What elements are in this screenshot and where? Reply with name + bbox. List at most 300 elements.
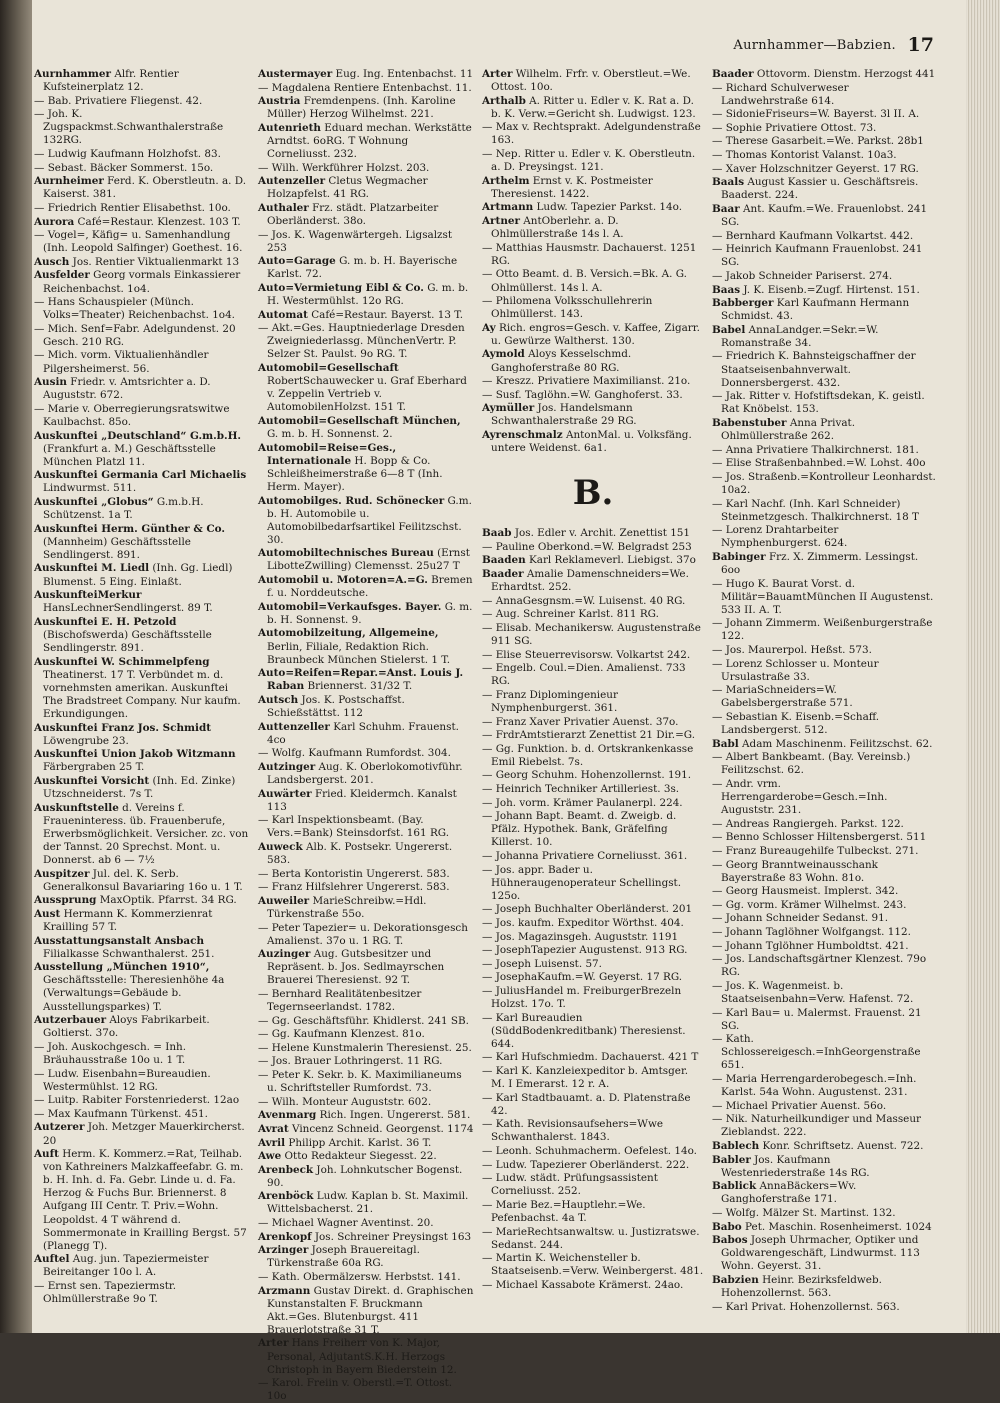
entry-details: d. Vereins f. Fraueninteress. üb. Frauenberufe, Erwerbsmöglichkeit. Versicher. zc. von der Tannst. 20 Sprechst. Mont. u. Donnerst. ab 6 — 7½ [43, 801, 249, 867]
directory-entry [712, 831, 938, 844]
entry-surname: Automobilges. Rud. Schönecker [258, 494, 445, 507]
entry-surname: Auskunftei M. Liedl [34, 562, 150, 575]
directory-entry [258, 229, 474, 255]
directory-entry [712, 617, 938, 643]
directory-entry [712, 457, 938, 470]
entry-details: — Ludwig Kaufmann Holzhofst. 83. [34, 148, 221, 161]
directory-entry [258, 547, 474, 573]
entry-details: H. Bopp & Co. Schleißheimerstraße 6—8 T (Inh. Herm. Mayer). [267, 454, 443, 493]
directory-entry [258, 1123, 474, 1136]
directory-entry [34, 229, 250, 255]
directory-entry [258, 322, 474, 361]
entry-details: — Jos. Maurerpol. Heßst. 573. [712, 644, 872, 657]
directory-entry [34, 68, 250, 94]
entry-details: Theatinerst. 17 T. Verbündet m. d. vornehmsten amerikan. Auskunftei The Bradstreet Company. Nur kaufm. Erkundigungen. [43, 668, 241, 720]
directory-entry [482, 242, 704, 268]
directory-entry [34, 589, 250, 615]
directory-entry [258, 814, 474, 840]
directory-entry [482, 1065, 704, 1091]
directory-entry [258, 1164, 474, 1190]
entry-details: Alfr. Rentier Kufsteinerplatz 12. [43, 68, 179, 94]
entry-details: — Johann Tglöhner Humboldtst. 421. [712, 939, 909, 952]
entry-surname: Babenstuber [712, 416, 787, 429]
entry-surname: Aurora [34, 215, 75, 228]
entry-details: Färbergraben 25 T. [43, 761, 145, 774]
entry-details: Aloys Fabrikarbeit. Goltierst. 37o. [43, 1014, 210, 1040]
entry-details: — JosephTapezier Augustenst. 913 RG. [482, 944, 688, 957]
entry-details: — Heinrich Kaufmann Frauenlobst. 241 SG. [712, 243, 923, 269]
directory-entry [482, 662, 704, 688]
entry-details: — Nik. Naturheilkundiger und Masseur Zieblandst. 222. [712, 1113, 921, 1139]
entry-surname: Auskunftei Herm. Günther & Co. [34, 522, 226, 535]
directory-entry [712, 1180, 938, 1206]
directory-entry [482, 1012, 704, 1051]
section-letter: B. [572, 473, 614, 514]
entry-details: Aug. K. Oberlokomotivführ. Landsbergerst. 201. [267, 760, 463, 786]
directory-entry [482, 348, 704, 374]
entry-details: MarieSchreibw.=Hdl. Türkenstraße 55o. [267, 894, 427, 920]
directory-entry [712, 108, 938, 121]
entry-details: (Frankfurt a. M.) Geschäftsstelle München Platzl 11. [43, 442, 216, 468]
entry-details: (Inh. Gg. Liedl) Blumenst. 5 Eing. Einlaßt. [43, 562, 233, 588]
entry-surname: Aurnheimer [34, 175, 104, 188]
directory-entry [712, 1234, 938, 1273]
directory-entry [482, 568, 704, 594]
entry-surname: Arenböck [258, 1190, 314, 1203]
entry-surname: Ausstellung „München 1910“, [34, 961, 210, 974]
directory-entry [712, 68, 938, 81]
entry-details: (Bischofswerda) Geschäftsstelle Sendlingerstr. 891. [43, 628, 212, 655]
entry-surname: Ausin [34, 376, 67, 389]
directory-entry [258, 1244, 474, 1270]
entry-surname: Awe [258, 1150, 282, 1163]
entry-details: Otto Redakteur Siegesst. 22. [284, 1150, 437, 1163]
entry-details: Alb. K. Postsekr. Ungererst. 583. [267, 840, 453, 867]
entry-surname: Auttenzeller [258, 720, 330, 733]
entry-details: — Gg. Kaufmann Klenzest. 81o. [258, 1028, 425, 1041]
entry-details: — Franz Diplomingenieur Nymphenburgerst. 361. [482, 688, 618, 714]
directory-entry [34, 562, 250, 588]
entry-details: Café=Restaur. Klenzest. 103 T. [77, 215, 241, 228]
entry-details: Eduard mechan. Werkstätte Arndtst. 6oRG. T Wohnung Corneliusst. 232. [267, 121, 472, 161]
directory-entry [482, 375, 704, 388]
entry-details: — Sebast. Bäcker Sommerst. 15o. [34, 161, 214, 174]
directory-entry [482, 215, 704, 241]
entry-details: Herm. K. Kommerz.=Rat, Teilhab. von Kathreiners Malzkaffeefabr. G. m. b. H. Inh. d. Fa. Gebr. Linde u. d. Fa. Herzog & Fuchs Bur. Briennerst. 8 Aufgang III Centr. T. Priv.=Wohn. Leopoldst. 4 T während d. Sommermonate in Krailling Bergst. 57 (Planegg T). [43, 1148, 247, 1252]
entry-surname: Auto=Reifen=Repar.=Anst. Louis J. Raban [258, 667, 464, 693]
entry-details: G. m. b. H. Sonnenst. 2. [267, 428, 393, 441]
entry-surname: Baals [712, 176, 745, 189]
entry-details: (Mannheim) Geschäftsstelle Sendlingerst. 891. [43, 535, 191, 561]
entry-details: — Anna Privatiere Thalkirchnerst. 181. [712, 443, 919, 456]
entry-details: Briennerst. 31/32 T. [307, 680, 413, 693]
running-head: Aurnhammer—Babzien. [733, 38, 896, 53]
entry-details: Konr. Schriftsetz. Auenst. 722. [762, 1140, 924, 1152]
entry-surname: Arthalb [482, 94, 526, 107]
entry-details: G. m. b. H. Westermühlst. 12o RG. [267, 282, 469, 308]
entry-details: Hans Freiherr von K. Major, Personal, AdjutantS.K.H. Herzogs Christoph in Bayern Biederstein 12. [267, 1337, 457, 1376]
entry-details: Jul. del. K. Serb. Generalkonsul Bavariaring 16o u. 1 T. [43, 867, 243, 893]
directory-entry [258, 282, 474, 308]
entry-details: (Ernst LibotteZwilling) Clemensst. 25u27 T [267, 547, 470, 573]
entry-details: — Karl Nachf. (Inh. Karl Schneider) Steinmetzgesch. Thalkirchnerst. 18 T [712, 497, 919, 523]
entry-surname: AuskunfteiMerkur [34, 589, 142, 602]
entry-surname: Babo [712, 1220, 742, 1233]
entry-details: — Susf. Taglöhn.=W. Ganghoferst. 33. [482, 388, 683, 401]
directory-entry [712, 417, 938, 443]
entry-details: Heinr. Bezirksfeldweb. Hohenzollernst. 563. [721, 1273, 882, 1300]
entry-details: — Bab. Privatiere Fliegenst. 42. [34, 94, 203, 107]
entry-details: — Vogel=, Käfig= u. Samenhandlung (Inh. Leopold Salfinger) Goethest. 16. [34, 229, 243, 255]
entry-details: — Helene Kunstmalerin Theresienst. 25. [258, 1041, 472, 1054]
entry-details: — Max Kaufmann Türkenst. 451. [34, 1107, 208, 1120]
directory-entry [258, 881, 474, 894]
entry-details: Ludw. Tapezier Parkst. 14o. [536, 201, 683, 214]
entry-surname: Auweiler [258, 894, 310, 907]
entry-details: — Georg Hausmeist. Implerst. 342. [712, 885, 899, 898]
directory-entry [258, 1190, 474, 1216]
directory-entry [258, 309, 474, 322]
entry-details: Cletus Wegmacher Holzapfelst. 41 RG. [267, 175, 428, 201]
directory-entry [34, 296, 250, 322]
entry-details: — Karl Privat. Hohenzollernst. 563. [712, 1300, 900, 1313]
directory-entry [258, 1150, 474, 1163]
entry-details: — Jos. Magazinsgeh. Auguststr. 1191 [482, 930, 679, 943]
directory-entry [34, 202, 250, 215]
page-number: 17 [907, 34, 934, 56]
directory-entry [258, 175, 474, 201]
entry-details: Joseph Uhrmacher, Optiker und Goldwarengeschäft, Lindwurmst. 113 Wohn. Geyerst. 31. [721, 1234, 920, 1273]
directory-entry [258, 162, 474, 175]
directory-entry [712, 149, 938, 162]
directory-entry [712, 1274, 938, 1300]
directory-entry [34, 802, 250, 867]
entry-surname: Auspitzer [34, 867, 90, 880]
directory-entry [258, 922, 474, 948]
directory-entry [34, 616, 250, 655]
directory-entry [482, 95, 704, 121]
entry-details: Frz. X. Zimmerm. Lessingst. 6oo [721, 550, 919, 576]
entry-details: Karl Reklameverl. Liebigst. 37o [529, 554, 696, 567]
entry-details: — Johann Schneider Sedanst. 91. [712, 912, 888, 925]
entry-surname: Auskunftei Vorsicht [34, 774, 150, 787]
entry-details: — Leonh. Schuhmacherm. Oefelest. 14o. [482, 1145, 697, 1158]
entry-details: Jos. Kaufmann Westenriederstraße 14s RG. [721, 1153, 870, 1179]
directory-entry [712, 738, 938, 751]
entry-surname: Auskunftei Franz Jos. Schmidt [34, 721, 212, 734]
entry-details: — Benno Schlosser Hiltensbergerst. 511 [712, 831, 927, 844]
directory-entry [258, 694, 474, 720]
entry-details: — Johanna Privatiere Corneliusst. 361. [482, 849, 688, 862]
entry-details: Geschäftsstelle: Theresienhöhe 4a (Verwaltungs=Gebäude b. Ausstellungsparkes) T. [43, 974, 225, 1013]
directory-entry [712, 1073, 938, 1099]
directory-entry [258, 721, 474, 747]
entry-surname: Automat [258, 308, 308, 321]
entry-details: — Otto Beamt. d. B. Versich.=Bk. A. G. Ohlmüllerst. 14s l. A. [482, 268, 687, 294]
directory-entry [482, 1199, 704, 1225]
entry-surname: Aussprung [34, 894, 97, 907]
directory-entry [258, 988, 474, 1014]
directory-entry [482, 1279, 704, 1292]
entry-details: Friedr. v. Amtsrichter a. D. Auguststr. 672. [43, 376, 211, 402]
directory-entry [34, 868, 250, 894]
directory-entry [34, 1280, 250, 1306]
entry-details: — Georg Branntweinausschank Bayerstraße 83 Wohn. 81o. [712, 858, 878, 884]
entry-details: — Bernhard Realitätenbesitzer Tegernseerlandst. 1782. [258, 987, 422, 1014]
entry-details: — Albert Bankbeamt. (Bay. Vereinsb.) Feilitzschst. 62. [712, 751, 911, 777]
entry-details: — Andr. vrm. Herrengarderobe=Gesch.=Inh. Auguststr. 231. [712, 777, 888, 817]
directory-entry [712, 122, 938, 135]
directory-entry [712, 471, 938, 497]
entry-details: — Sebastian K. Eisenb.=Schaff. Landsbergerst. 512. [712, 711, 880, 737]
entry-details: — Johann Taglöhner Wolfgangst. 112. [712, 926, 911, 938]
entry-details: — Joseph Buchhalter Oberländerst. 201 [482, 903, 693, 916]
entry-surname: Babinger [712, 550, 766, 563]
entry-details: — Nep. Ritter u. Edler v. K. Oberstleutn. a. D. Preysingst. 121. [482, 148, 696, 174]
entry-details: Joseph Brauereitagl. Türkenstraße 60a RG. [267, 1244, 420, 1270]
entry-details: — Karl Inspektionsbeamt. (Bay. Vers.=Bank) Steinsdorfst. 161 RG. [258, 814, 449, 840]
directory-entry [482, 729, 704, 742]
entry-details: — SidonieFriseurs=W. Bayerst. 3l II. A. [712, 108, 920, 121]
entry-details: Filialkasse Schwanthalerst. 251. [43, 947, 215, 960]
directory-entry [482, 68, 704, 94]
entry-details: Gustav Direkt. d. Graphischen Kunstanstalten F. Bruckmann Akt.=Ges. Blutenburgst. 411 Brauerlotstraße 31 T. [267, 1284, 474, 1336]
page-block-edge [966, 0, 1000, 1333]
directory-entry [482, 743, 704, 769]
entry-details: — Lorenz Schlosser u. Monteur Ursulastraße 33. [712, 657, 879, 683]
directory-entry [712, 658, 938, 684]
directory-entry [712, 1221, 938, 1234]
entry-surname: Ausfelder [34, 269, 90, 282]
directory-entry [258, 761, 474, 787]
entry-details: — Elise Steuerrevisorsw. Volkartst 242. [482, 648, 691, 661]
entry-surname: Baar [712, 202, 740, 215]
entry-surname: Auskunftstelle [34, 801, 119, 814]
directory-entry [712, 176, 938, 202]
entry-details: — Thomas Kontorist Valanst. 10a3. [712, 149, 897, 162]
directory-entry [34, 1041, 250, 1067]
entry-details: HansLechnerSendlingerst. 89 T. [43, 602, 213, 615]
directory-entry [712, 751, 938, 777]
directory-entry [258, 1042, 474, 1055]
directory-entry [34, 961, 250, 1013]
entry-surname: Autsch [258, 693, 299, 706]
directory-entry [258, 841, 474, 867]
directory-entry [482, 1252, 704, 1278]
entry-surname: Babberger [712, 297, 774, 310]
directory-entry [712, 444, 938, 457]
entry-details: — Sophie Privatiere Ottost. 73. [712, 121, 877, 134]
entry-details: G.m. b. H. Automobile u. Automobilbedarfsartikel Feilitzschst. 30. [267, 494, 472, 546]
directory-entry [482, 1118, 704, 1144]
entry-details: Bremen f. u. Norddeutsche. [267, 574, 473, 600]
entry-details: Georg vormals Einkassierer Reichenbachst. 1o4. [43, 269, 241, 295]
page-header [32, 34, 968, 60]
entry-surname: Bablech [712, 1140, 760, 1152]
entry-surname: Auskunftei Germania Carl Michaelis [34, 469, 247, 482]
directory-entry [712, 297, 938, 323]
entry-details: AntOberlehr. a. D. Ohlmüllerstraße 14s l. A. [491, 215, 624, 241]
entry-details: Ant. Kaufm.=We. Frauenlobst. 241 SG. [721, 202, 928, 229]
entry-details: AnnaLandger.=Sekr.=W. Romanstraße 34. [721, 323, 879, 349]
entry-details: Adam Maschinenm. Feilitzschst. 62. [742, 737, 933, 750]
directory-entry [34, 656, 250, 721]
directory-entry [258, 1271, 474, 1284]
entry-surname: Authaler [258, 201, 309, 214]
entry-details: Rich. Ingen. Ungererst. 581. [319, 1109, 471, 1122]
directory-entry [34, 894, 250, 907]
directory-entry [712, 524, 938, 550]
entry-details: — Michael Kassabote Krämerst. 24ao. [482, 1278, 684, 1291]
entry-surname: Arthelm [482, 174, 530, 187]
entry-details: G. m. b. H. Sonnenst. 9. [267, 600, 473, 626]
directory-entry [258, 1096, 474, 1109]
directory-entry [482, 864, 704, 903]
directory-entry [712, 845, 938, 858]
directory-entry [258, 95, 474, 121]
directory-entry [258, 1377, 474, 1403]
directory-entry [258, 1231, 474, 1244]
entry-surname: Auzinger [258, 948, 311, 961]
directory-entry [712, 711, 938, 737]
directory-entry [712, 1007, 938, 1033]
directory-entry [34, 376, 250, 402]
entry-surname: Automobil=Reise=Ges., Internationale [258, 441, 397, 467]
entry-details: Ferd. K. Oberstleutn. a. D. Kaiserst. 381. [43, 175, 247, 201]
entry-details: Löwengrube 23. [43, 734, 129, 747]
entry-details: — Joh. K. Zugspackmst.Schwanthalerstraße 132RG. [34, 108, 224, 147]
directory-entry [712, 324, 938, 350]
directory-entry [712, 243, 938, 269]
directory-entry [482, 1145, 704, 1158]
directory-entry [482, 810, 704, 849]
directory-entry [712, 390, 938, 416]
entry-details: Joh. Metzger Mauerkircherst. 20 [43, 1121, 245, 1147]
entry-details: — Therese Gasarbeit.=We. Parkst. 28b1 [712, 135, 924, 148]
directory-entry [258, 1285, 474, 1337]
directory-entry [482, 1092, 704, 1118]
directory-entry [258, 1015, 474, 1028]
directory-entry [258, 1109, 474, 1122]
entry-surname: Austria [258, 95, 301, 108]
directory-entry [482, 944, 704, 957]
directory-entry [258, 495, 474, 547]
entry-surname: Ay [482, 321, 496, 334]
entry-surname: Automobil=Verkaufsges. Bayer. [258, 600, 442, 613]
directory-entry [712, 350, 938, 389]
directory-entry [482, 1051, 704, 1064]
entry-details: Frz. städt. Platzarbeiter Oberländerst. 38o. [267, 201, 439, 228]
directory-entry [258, 122, 474, 161]
entry-details: Ottovorm. Dienstm. Herzogst 441 [756, 68, 936, 80]
directory-entry [712, 498, 938, 524]
entry-details: — Joseph Luisenst. 57. [482, 957, 602, 970]
directory-entry [34, 908, 250, 934]
directory-entry [34, 496, 250, 522]
directory-entry [712, 1033, 938, 1072]
directory-entry [482, 389, 704, 402]
entry-surname: Babos [712, 1234, 748, 1247]
entry-surname: Aurnhammer [34, 68, 112, 80]
directory-entry [712, 135, 938, 148]
entry-surname: Babel [712, 323, 746, 336]
entry-surname: Avril [258, 1136, 286, 1149]
entry-details: — Friedrich K. Bahnsteigschaffner der Staatseisenbahnverwalt. Donnersbergerst. 432. [712, 350, 916, 389]
directory-entry [34, 1068, 250, 1094]
directory-entry [258, 442, 474, 494]
entry-details: Jos. Rentier Viktualienmarkt 13 [72, 255, 240, 268]
directory-entry [482, 429, 704, 455]
entry-surname: Babler [712, 1153, 751, 1166]
entry-surname: Autenzeller [258, 175, 326, 188]
directory-entry [258, 1069, 474, 1095]
directory-entry [482, 985, 704, 1011]
directory-entry [482, 649, 704, 662]
entry-details: — Mich. vorm. Viktualienhändler Pilgersheimerst. 56. [34, 349, 209, 375]
directory-entry [712, 684, 938, 710]
directory-entry [258, 202, 474, 228]
entry-surname: Bablick [712, 1180, 757, 1193]
entry-details: — Max v. Rechtsprakt. Adelgundenstraße 163. [482, 121, 701, 147]
entry-surname: Autzerer [34, 1121, 85, 1134]
entry-surname: Automobil=Gesellschaft München, [258, 414, 461, 427]
entry-details: — Wilh. Monteur Auguststr. 602. [258, 1095, 432, 1108]
entry-details: RobertSchauwecker u. Graf Eberhard v. Zeppelin Vertrieb v. AutomobilenHolzst. 151 T. [267, 375, 467, 414]
entry-surname: Auto=Vermietung Eibl & Co. [258, 282, 424, 294]
directory-entry [34, 256, 250, 269]
directory-entry [34, 775, 250, 801]
entry-details: — Gg. Funktion. b. d. Ortskrankenkasse Emil Riebelst. 7s. [482, 742, 694, 768]
entry-details: — Jos. K. Wagenwärtergeh. Ligsalzst 253 [258, 228, 453, 254]
entry-details: — Kreszz. Privatiere Maximilianst. 21o. [482, 375, 691, 388]
entry-surname: Autzerbauer [34, 1014, 107, 1027]
directory-page [32, 0, 968, 1403]
directory-entry [482, 1159, 704, 1172]
directory-entry [34, 1148, 250, 1253]
entry-details: Wilhelm. Frfr. v. Oberstleut.=We. Ottost. 10o. [491, 68, 691, 94]
entry-details: August Kassier u. Geschäftsreis. Baaderst. 224. [721, 176, 919, 202]
entry-details: — Wolfg. Kaufmann Rumfordst. 304. [258, 747, 451, 760]
directory-entry [482, 797, 704, 810]
entry-details: Hermann K. Kommerzienrat Krailling 57 T. [43, 907, 213, 933]
entry-details: Aug. jun. Tapeziermeister Beireitanger 10o l. A. [43, 1253, 209, 1279]
directory-entry [482, 903, 704, 916]
entry-surname: Baader [712, 68, 754, 80]
directory-entry [712, 203, 938, 229]
entry-surname: Baader [482, 568, 524, 580]
directory-entry [34, 349, 250, 375]
entry-surname: Austermayer [258, 68, 333, 80]
directory-entry [712, 980, 938, 1006]
entry-details: — Luitp. Rabiter Forstenriederst. 12ao [34, 1094, 240, 1107]
entry-details: — Jos. K. Wagenmeist. b. Staatseisenbahn=Verw. Hafenst. 72. [712, 979, 914, 1005]
directory-entry [482, 783, 704, 796]
directory-entry [34, 748, 250, 774]
directory-entry [712, 1154, 938, 1180]
directory-entry [482, 595, 704, 608]
directory-entry [712, 1100, 938, 1113]
entry-details: Karl Kaufmann Hermann Schmidst. 43. [721, 297, 910, 323]
entry-details: — Marie Bez.=Hauptlehr.=We. Pefenbachst. 4a T. [482, 1198, 646, 1224]
book-spine-left [0, 0, 34, 1333]
directory-entry [34, 162, 250, 175]
directory-entry [482, 201, 704, 214]
entry-surname: Avrat [258, 1122, 289, 1135]
entry-surname: Auto=Garage [258, 255, 336, 268]
directory-entry [712, 284, 938, 297]
entry-details: Jos. K. Postschaffst. Schießstättst. 112 [267, 693, 405, 719]
entry-details: Lindwurmst. 511. [43, 482, 137, 495]
